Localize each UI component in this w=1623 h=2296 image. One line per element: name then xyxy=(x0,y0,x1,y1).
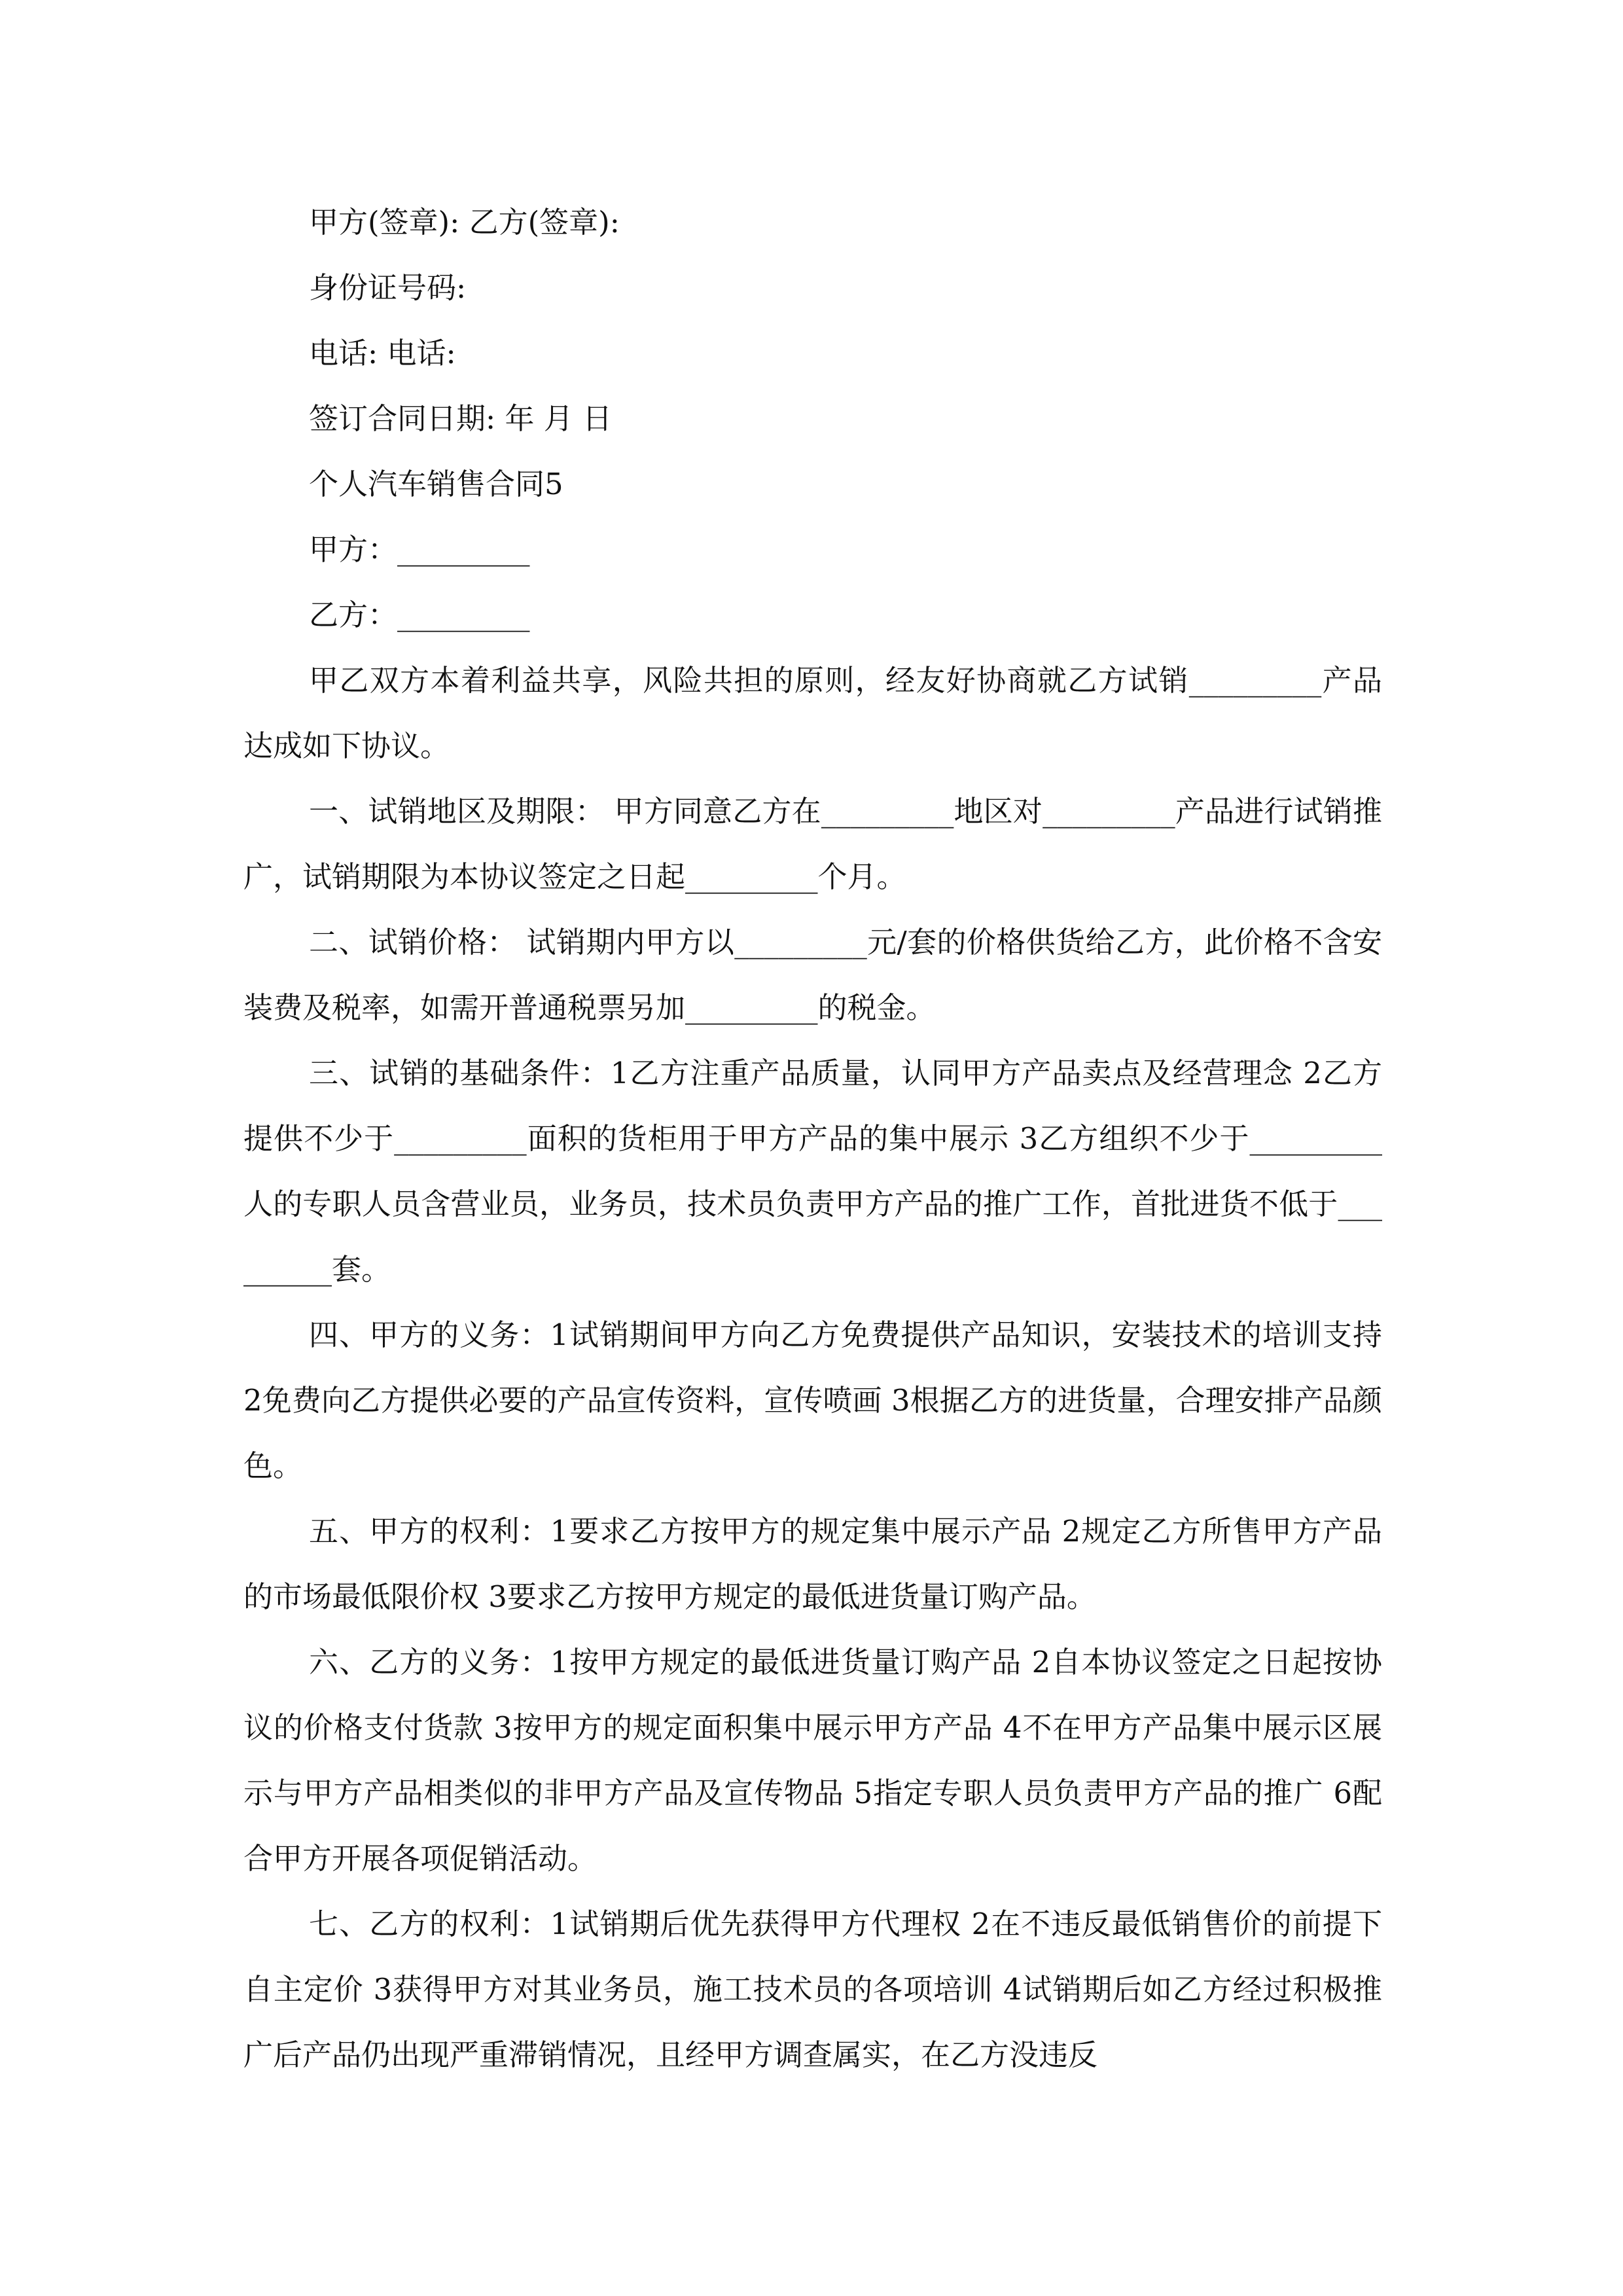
clause-3-paragraph: 三、试销的基础条件：1乙方注重产品质量，认同甲方产品卖点及经营理念 2乙方提供不少于_________面积的货柜用于甲方产品的集中展示 3乙方组织不少于_________人的专职人员含营业员，业务员，技术员负责甲方产品的推广工作，首批进货不低于_________套。 xyxy=(243,1056,1382,1287)
clause-1-paragraph: 一、试销地区及期限： 甲方同意乙方在_________地区对_________产品进行试销推广，试销期限为本协议签定之日起_________个月。 xyxy=(243,794,1382,894)
id-number-line: 身份证号码: xyxy=(309,270,467,305)
clause-2-paragraph: 二、试销价格： 试销期内甲方以_________元/套的价格供货给乙方，此价格不含安装费及税率，如需开普通税票另加_________的税金。 xyxy=(243,925,1382,1025)
intro-paragraph: 甲乙双方本着利益共享，风险共担的原则，经友好协商就乙方试销_________产品达成如下协议。 xyxy=(243,663,1382,763)
clause-5-paragraph: 五、甲方的权利：1要求乙方按甲方的规定集中展示产品 2规定乙方所售甲方产品的市场最低限价权 3要求乙方按甲方规定的最低进货量订购产品。 xyxy=(243,1514,1382,1614)
contract-title: 个人汽车销售合同5 xyxy=(309,467,563,501)
clause-7-paragraph: 七、乙方的权利：1试销期后优先获得甲方代理权 2在不违反最低销售价的前提下自主定价 3获得甲方对其业务员，施工技术员的各项培训 4试销期后如乙方经过积极推广后产品仍出现严重滞销情况，且经甲方调查属实，在乙方没违反 xyxy=(243,1907,1382,2072)
party-b-line: 乙方：_________ xyxy=(309,598,530,632)
party-a-line: 甲方：_________ xyxy=(309,532,530,567)
phone-line: 电话: 电话: xyxy=(309,336,456,370)
clause-6-paragraph: 六、乙方的义务：1按甲方规定的最低进货量订购产品 2自本协议签定之日起按协议的价格支付货款 3按甲方的规定面积集中展示甲方产品 4不在甲方产品集中展示区展示与甲方产品相类似的非甲方产品及宣传物品 5指定专职人员负责甲方产品的推广 6配合甲方开展各项促销活动。 xyxy=(243,1645,1382,1876)
signature-line: 甲方(签章): 乙方(签章): xyxy=(309,205,620,240)
clause-4-paragraph: 四、甲方的义务：1试销期间甲方向乙方免费提供产品知识，安装技术的培训支持 2免费向乙方提供必要的产品宣传资料，宣传喷画 3根据乙方的进货量，合理安排产品颜色。 xyxy=(243,1318,1382,1483)
sign-date-line: 签订合同日期: 年 月 日 xyxy=(309,401,613,436)
document-page xyxy=(243,190,1382,2088)
